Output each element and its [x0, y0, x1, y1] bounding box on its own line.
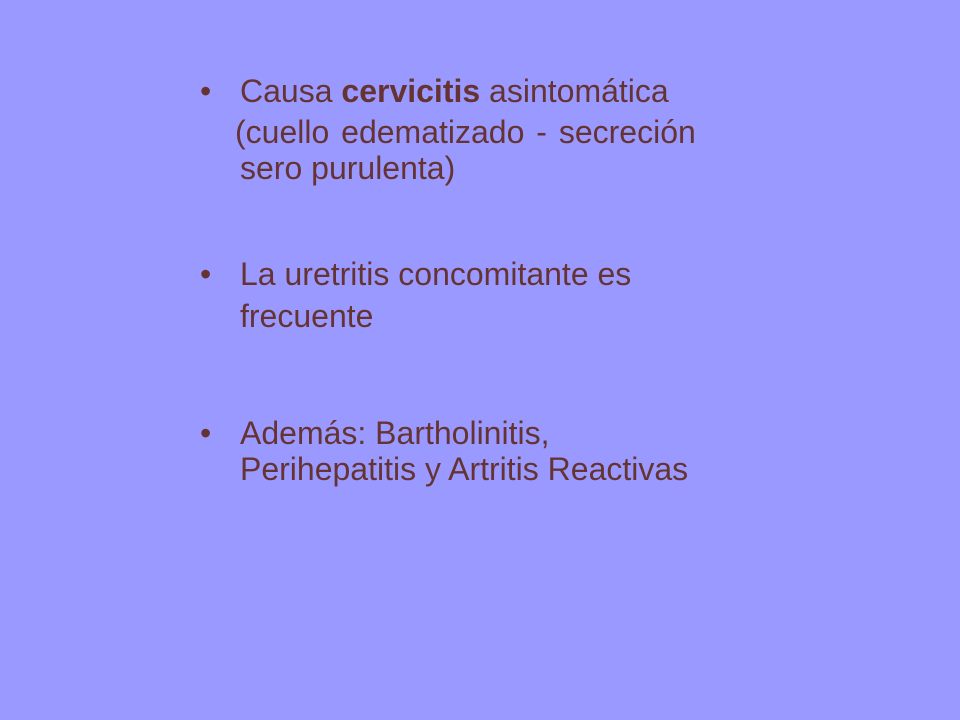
bullet-prefix-text: Causa [240, 73, 342, 109]
bullet-point-icon: • [200, 415, 212, 451]
bullet-content [240, 256, 800, 334]
bullet-suffix-text: asintomática [480, 73, 669, 109]
bullet-line-1: Además: Bartholinitis, [240, 415, 550, 451]
bullet-content [240, 415, 800, 487]
bullet-point-icon: • [200, 73, 212, 109]
bullet-point-icon: • [200, 256, 212, 292]
bullet-content [235, 73, 800, 186]
bullet-subtext-line-1: (cuello edematizado - secreción [235, 114, 696, 150]
bullet-line-2: frecuente [240, 298, 374, 334]
bullet-line-1: La uretritis concomitante es [240, 256, 632, 292]
bullet-line-2: Perihepatitis y Artritis Reactivas [240, 451, 689, 487]
bullet-line [240, 73, 800, 109]
bullet-subtext-line-2: sero purulenta) [240, 150, 456, 186]
bullet-emphasis-text: cervicitis [341, 73, 481, 109]
